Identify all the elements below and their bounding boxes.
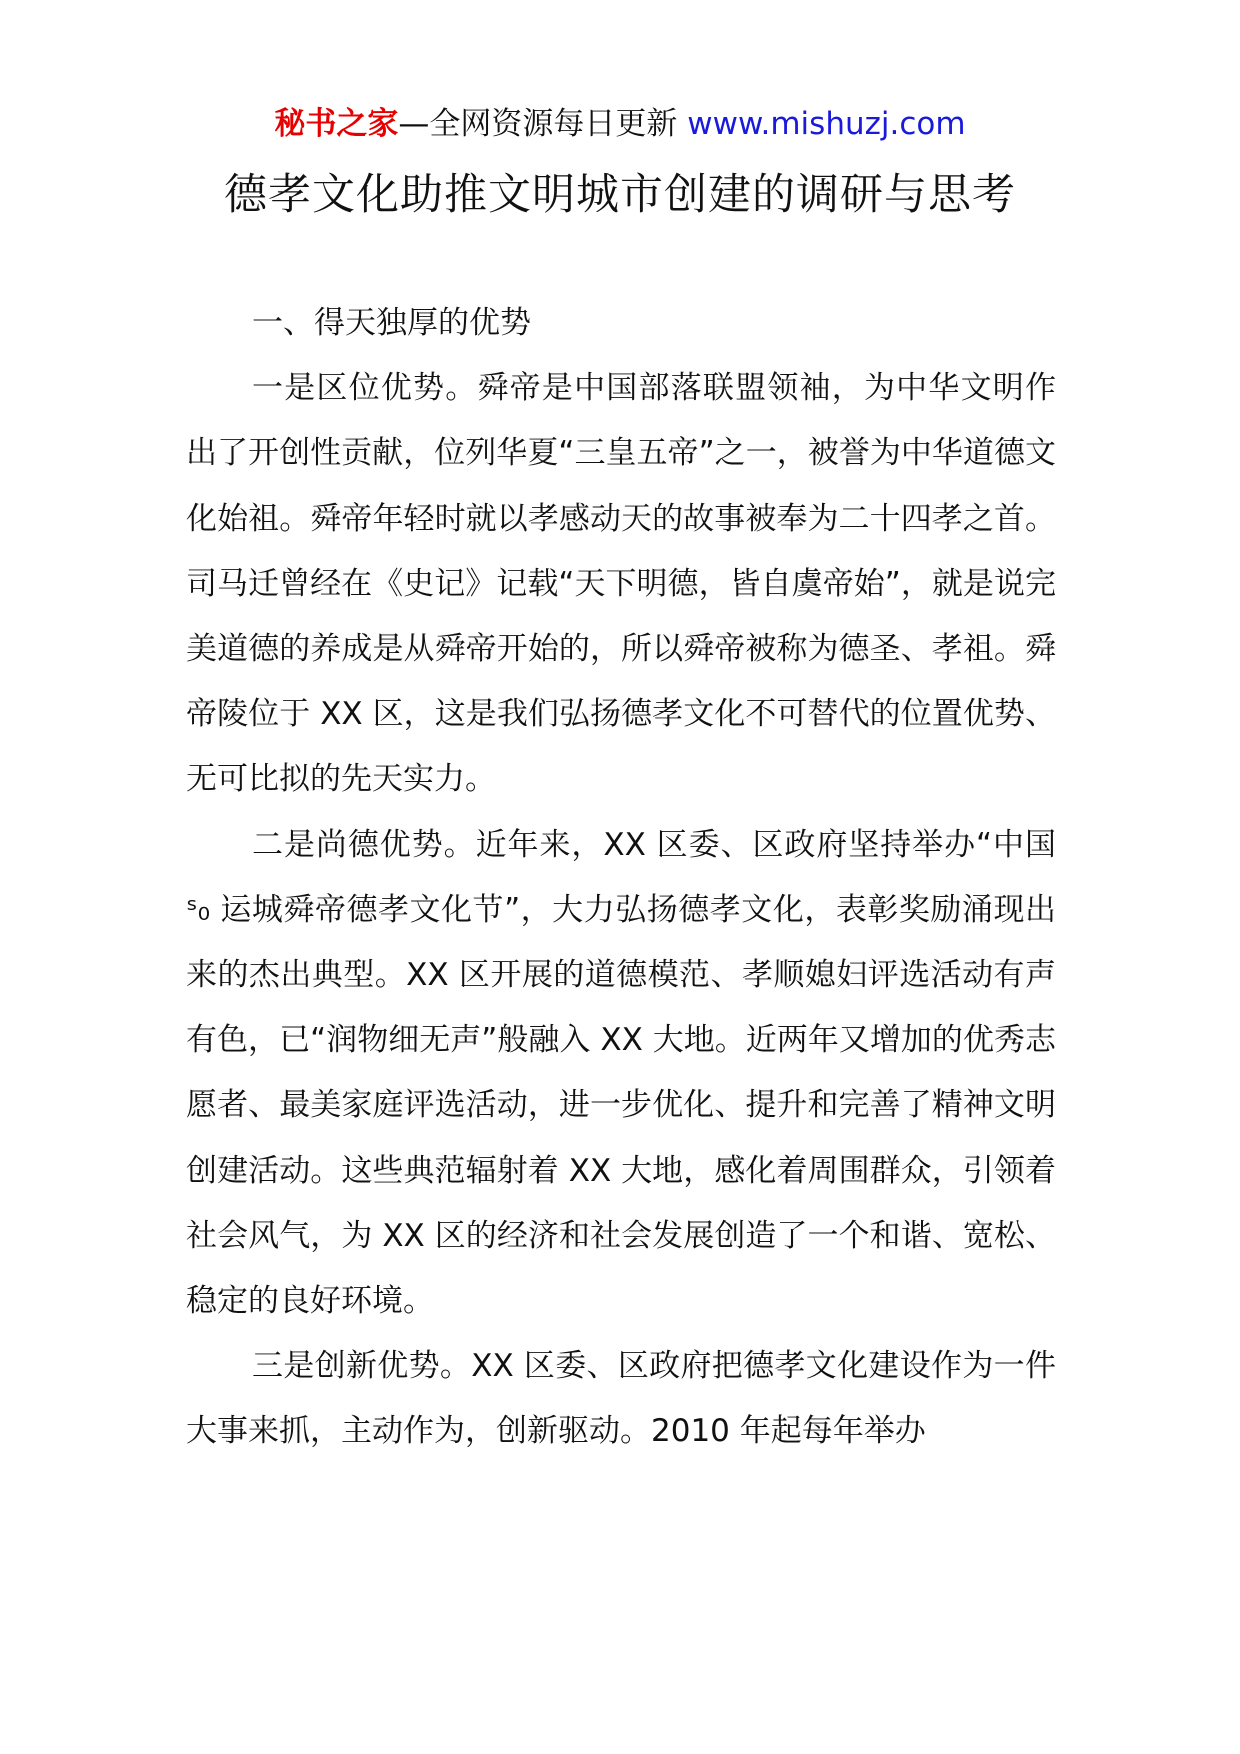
document-body <box>186 291 1056 1465</box>
body-paragraph: 一是区位优势。舜帝是中国部落联盟领袖，为中华文明作出了开创性贡献，位列华夏“三皇五帝”之一，被誉为中华道德文化始祖。舜帝年轻时就以孝感动天的故事被奉为二十四孝之首。司马迁曾经在《史记》记载“天下明德，皆自虞帝始”，就是说完美道德的养成是从舜帝开始的，所以舜帝被称为德圣、孝祖。舜帝陵位于 XX 区，这是我们弘扬德孝文化不可替代的位置优势、无可比拟的先天实力。 <box>186 370 1056 798</box>
site-header <box>0 102 1240 146</box>
section-heading: 一、得天独厚的优势 <box>252 305 531 341</box>
site-url-link[interactable]: www.mishuzj.com <box>687 106 966 142</box>
body-paragraph: 二是尚德优势。近年来，XX 区委、区政府坚持举办“中国 ˢ₀ 运城舜帝德孝文化节”，大力弘扬德孝文化，表彰奖励涌现出来的杰出典型。XX 区开展的道德模范、孝顺媳妇评选活动有声有色，已“润物细无声”般融入 XX 大地。近两年又增加的优秀志愿者、最美家庭评选活动，进一步优化、提升和完善了精神文明创建活动。这些典范辐射着 XX 大地，感化着周围群众，引领着社会风气，为 XX 区的经济和社会发展创造了一个和谐、宽松、稳定的良好环境。 <box>186 826 1056 1320</box>
header-tagline: —全网资源每日更新 <box>398 106 688 142</box>
brand-name: 秘书之家 <box>274 106 399 142</box>
body-paragraph: 三是创新优势。XX 区委、区政府把德孝文化建设作为一件大事来抓，主动作为，创新驱动。2010 年起每年举办 <box>186 1348 1056 1450</box>
document-title: 德孝文化助推文明城市创建的调研与思考 <box>224 170 1016 220</box>
